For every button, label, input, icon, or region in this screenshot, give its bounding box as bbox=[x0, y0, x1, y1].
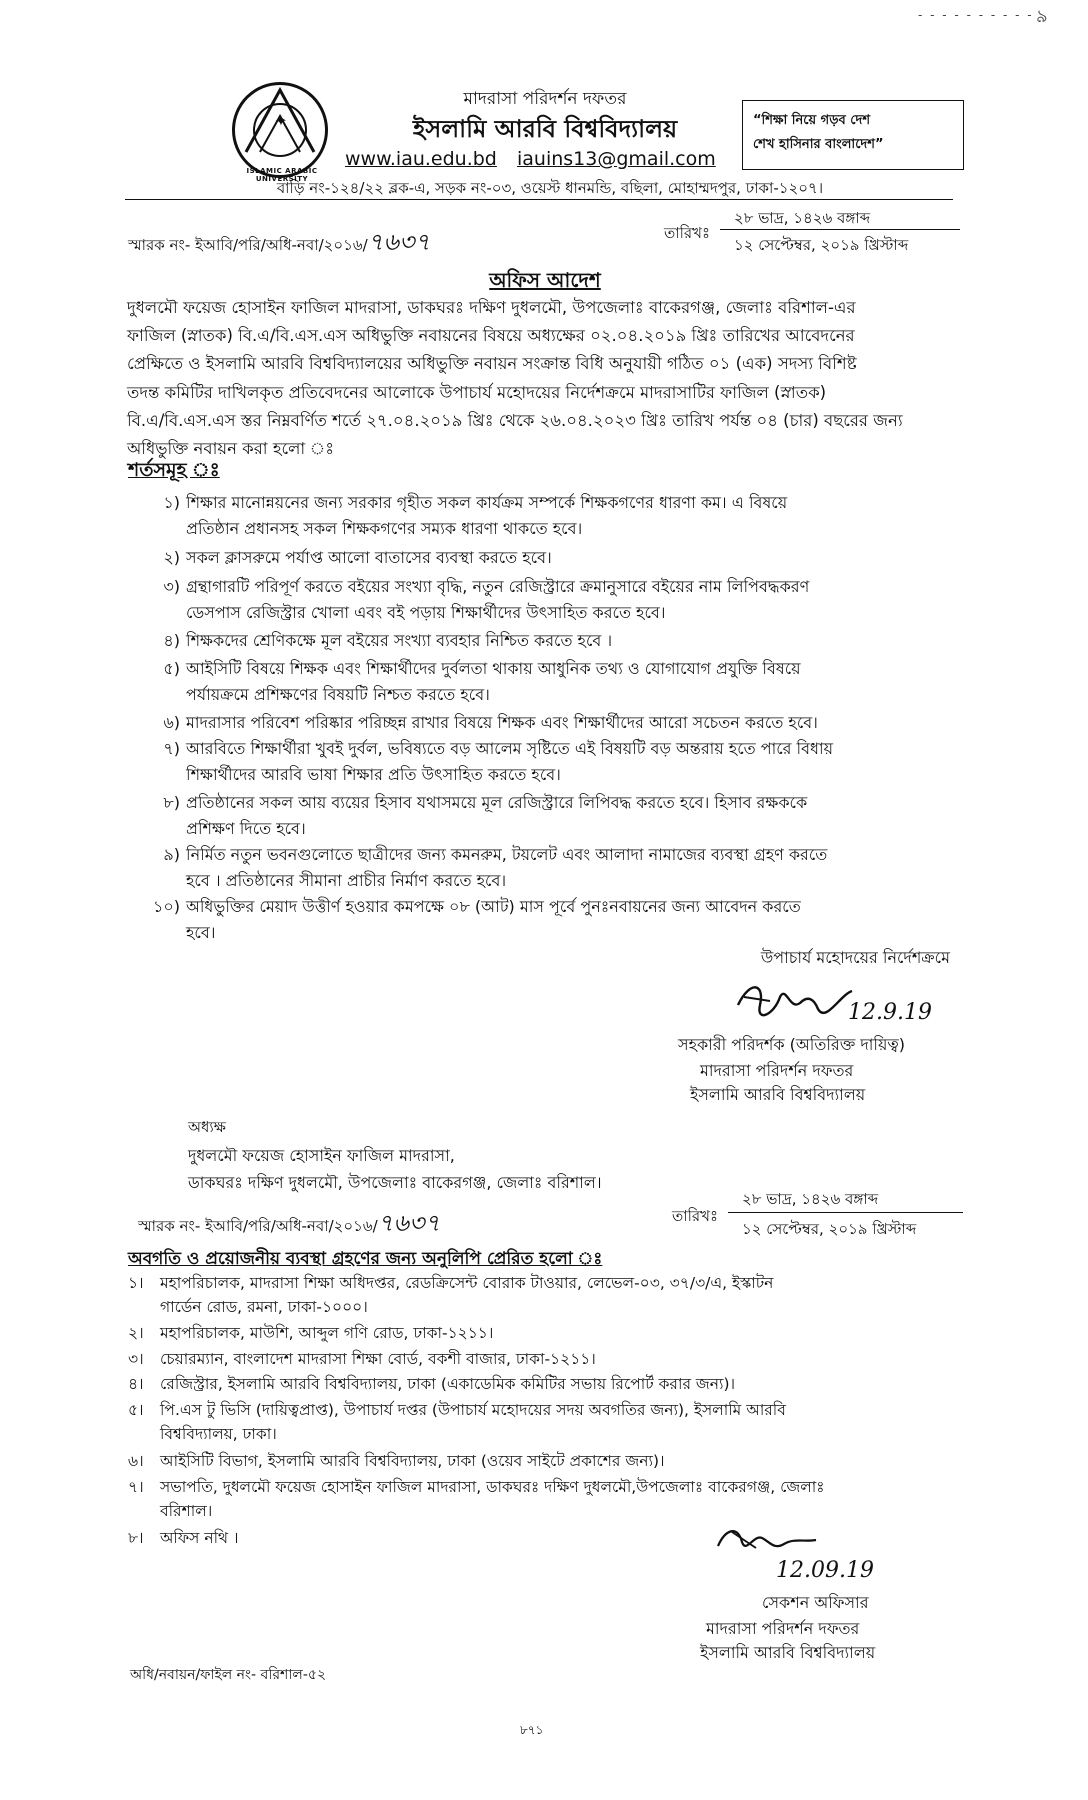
header-divider bbox=[125, 199, 953, 200]
office-address: বাড়ি নং-১২৪/২২ ব্লক-এ, সড়ক নং-০৩, ওয়েস্ট ধানমন্ডি, বছিলা, মোহাম্মদপুর, ঢাকা-১২০৭। bbox=[276, 179, 824, 197]
recipient-line: ডাকঘরঃ দক্ষিণ দুধলমৌ, উপজেলাঃ বাকেরগঞ্জ, জেলাঃ বরিশাল। bbox=[188, 1173, 602, 1192]
email-link[interactable]: iauins13@gmail.com bbox=[517, 148, 716, 170]
condition-item: ১) শিক্ষার মানোন্নয়নের জন্য সরকার গৃহীত সকল কার্যক্রম সম্পর্কে শিক্ষকগণের ধারণা কম। এ বিষয়ে প্রতিষ্ঠান প্রধানসহ সকল শিক্ষকগণের সম্যক ধারণা থাকতে হবে। bbox=[163, 493, 788, 538]
page-number: ৮৭১ bbox=[520, 1723, 544, 1737]
recipient-title: অধ্যক্ষ bbox=[188, 1118, 226, 1136]
cc-item: ১। মহাপরিচালক, মাদরাসা শিক্ষা অধিদপ্তর, রেডক্রিসেন্ট বোরাক টাওয়ার, লেভেল-০৩, ৩৭/৩/এ, ইস্কাটন গার্ডেন রোড, রমনা, ঢাকা-১০০০। bbox=[128, 1274, 774, 1316]
condition-item: ৫) আইসিটি বিষয়ে শিক্ষক এবং শিক্ষার্থীদের দুর্বলতা থাকায় আধুনিক তথ্য ও যোগাযোগ প্রযুক্তি বিষয়ে পর্যায়ক্রমে প্রশিক্ষণের বিষয়টি নিশ্চত করতে হবে। bbox=[163, 659, 801, 704]
condition-item: ৭) আরবিতে শিক্ষার্থীরা খুবই দুর্বল, ভবিষ্যতে বড় আলেম সৃষ্টিতে এই বিষয়টি বড় অন্তরায় হতে পারে বিধায় শিক্ষার্থীদের আরবি ভাষা শিক্ষার প্রতি উৎসাহিত করতে হবে। bbox=[163, 739, 834, 784]
condition-item: ৪) শিক্ষকদের শ্রেণিকক্ষে মূল বইয়ের সংখ্যা ব্যবহার নিশ্চিত করতে হবে । bbox=[163, 631, 613, 650]
cc-item: ২। মহাপরিচালক, মাউশি, আব্দুল গণি রোড, ঢাকা-১২১১। bbox=[128, 1324, 494, 1342]
signatory-1-university: ইসলামি আরবি বিশ্ববিদ্যালয় bbox=[690, 1085, 866, 1104]
university-logo: ✦ ISLAMIC ARABIC UNIVERSITY bbox=[232, 82, 328, 178]
intro-line: তদন্ত কমিটির দাখিলকৃত প্রতিবেদনের আলোকে উপাচার্য মহোদয়ের নির্দেশক্রমে মাদরাসাটির ফাজিল (স্নাতক) bbox=[127, 382, 827, 402]
condition-item: ৬) মাদরাসার পরিবেশ পরিষ্কার পরিচ্ছন্ন রাখার বিষয়ে শিক্ষক এবং শিক্ষার্থীদের আরো সচেতন করতে হবে। bbox=[163, 713, 818, 732]
date-gregorian: ১২ সেপ্টেম্বর, ২০১৯ খ্রিস্টাব্দ bbox=[742, 1220, 917, 1238]
condition-item: ৯) নির্মিত নতুন ভবনগুলোতে ছাত্রীদের জন্য কমনরুম, টয়লেট এবং আলাদা নামাজের ব্যবস্থা গ্রহণ করতে হবে । প্রতিষ্ঠানের সীমানা প্রাচীর নির্মাণ করতে হবে। bbox=[163, 845, 828, 890]
intro-paragraph bbox=[127, 294, 957, 463]
signatory-2-university: ইসলামি আরবি বিশ্ববিদ্যালয় bbox=[700, 1643, 876, 1662]
intro-line: বি.এ/বি.এস.এস স্তর নিম্নবর্ণিত শর্তে ২৭.০৪.২০১৯ খ্রিঃ থেকে ২৬.০৪.২০২৩ খ্রিঃ তারিখ পর্যন্ত ০৪ (চার) বছরের জন্য bbox=[127, 410, 903, 430]
cc-item: ৭। সভাপতি, দুধলমৌ ফয়েজ হোসাইন ফাজিল মাদরাসা, ডাকঘরঃ দক্ষিণ দুধলমৌ,উপজেলাঃ বাকেরগঞ্জ, জেলাঃ বরিশাল। bbox=[128, 1478, 825, 1520]
signature-1 bbox=[730, 975, 860, 1035]
cc-heading: অবগতি ও প্রয়োজনীয় ব্যবস্থা গ্রহণের জন্য অনুলিপি প্রেরিত হলো ঃ bbox=[128, 1249, 603, 1269]
memo-reference: স্মারক নং- ইআবি/পরি/অধি-নবা/২০১৬/৭৬৩৭ bbox=[128, 228, 431, 256]
intro-line: প্রেক্ষিতে ও ইসলামি আরবি বিশ্ববিদ্যালয়ের অধিভুক্তি নবায়ন সংক্রান্ত বিধি অনুযায়ী গঠিত ০১ (এক) সদস্য বিশিষ্ট bbox=[127, 354, 857, 374]
university-name: ইসলামি আরবি বিশ্ববিদ্যালয় bbox=[412, 115, 678, 143]
date-divider bbox=[720, 229, 960, 230]
signatory-2-office: মাদরাসা পরিদর্শন দফতর bbox=[706, 1619, 860, 1638]
date-gregorian: ১২ সেপ্টেম্বর, ২০১৯ খ্রিস্টাব্দ bbox=[734, 236, 909, 254]
date-bangla: ২৮ ভাদ্র, ১৪২৬ বঙ্গাব্দ bbox=[742, 1190, 879, 1208]
document-title: অফিস আদেশ bbox=[489, 268, 601, 292]
date-label: তারিখঃ bbox=[672, 1207, 718, 1225]
recipient-line: দুধলমৌ ফয়েজ হোসাইন ফাজিল মাদরাসা, bbox=[188, 1146, 455, 1165]
conditions-heading: শর্তসমূহ ঃ bbox=[128, 459, 220, 481]
signatory-1-office: মাদরাসা পরিদর্শন দফতর bbox=[700, 1061, 854, 1080]
corner-mark: - - - - - - - - - - ৯ bbox=[918, 6, 1048, 27]
date-label: তারিখঃ bbox=[664, 224, 710, 242]
condition-item: ৮) প্রতিষ্ঠানের সকল আয় ব্যয়ের হিসাব যথাসময়ে মূল রেজিস্ট্রারে লিপিবদ্ধ করতে হবে। হিসাব রক্ষককে প্রশিক্ষণ দিতে হবে। bbox=[163, 793, 808, 838]
intro-line: দুধলমৌ ফয়েজ হোসাইন ফাজিল মাদরাসা, ডাকঘরঃ দক্ষিণ দুধলমৌ, উপজেলাঃ বাকেরগঞ্জ, জেলাঃ বরিশাল-এর bbox=[127, 298, 856, 317]
signature-1-date: 12.9.19 bbox=[848, 1000, 932, 1025]
date-bangla: ২৮ ভাদ্র, ১৪২৬ বঙ্গাব্দ bbox=[734, 209, 871, 227]
slogan-box: “শিক্ষা নিয়ে গড়ব দেশ শেখ হাসিনার বাংলাদেশ” bbox=[742, 100, 964, 170]
signature-2-date: 12.09.19 bbox=[776, 1558, 874, 1583]
intro-line: অধিভুক্তি নবায়ন করা হলো ঃ bbox=[127, 439, 335, 459]
cc-item: ৩। চেয়ারম্যান, বাংলাদেশ মাদরাসা শিক্ষা বোর্ড, বকশী বাজার, ঢাকা-১২১১। bbox=[128, 1350, 596, 1368]
file-number: অধি/নবায়ন/ফাইল নং- বরিশাল-৫২ bbox=[130, 1667, 327, 1683]
memo-reference: স্মারক নং- ইআবি/পরি/অধি-নবা/২০১৬/৭৬৩৭ bbox=[138, 1209, 441, 1237]
cc-item: ৪। রেজিস্ট্রার, ইসলামি আরবি বিশ্ববিদ্যালয়, ঢাকা (একাডেমিক কমিটির সভায় রিপোর্ট করার জন্য)। bbox=[128, 1375, 736, 1393]
cc-item: ৬। আইসিটি বিভাগ, ইসলামি আরবি বিশ্ববিদ্যালয়, ঢাকা (ওয়েব সাইটে প্রকাশের জন্য)। bbox=[128, 1452, 665, 1470]
signatory-1-designation: সহকারী পরিদর্শক (অতিরিক্ত দায়িত্ব) bbox=[678, 1035, 906, 1054]
signatory-2-designation: সেকশন অফিসার bbox=[762, 1593, 869, 1612]
website-link[interactable]: www.iau.edu.bd bbox=[345, 148, 497, 170]
by-order-line: উপাচার্য মহোদয়ের নির্দেশক্রমে bbox=[760, 948, 950, 967]
condition-item: ৩) গ্রন্থাগারটি পরিপূর্ণ করতে বইয়ের সংখ্যা বৃদ্ধি, নতুন রেজিস্ট্রারে ক্রমানুসারে বইয়ের নাম লিপিবদ্ধকরণ ডেসপাস রেজিস্ট্রার খোলা এবং বই পড়ায় শিক্ষার্থীদের উৎসাহিত করতে হবে। bbox=[163, 577, 810, 622]
cc-item: ৫। পি.এস টু ভিসি (দায়িত্বপ্রাপ্ত), উপাচার্য দপ্তর (উপাচার্য মহোদয়ের সদয় অবগতির জন্য), ইসলামি আরবি বিশ্ববিদ্যালয়, ঢাকা। bbox=[128, 1401, 786, 1443]
office-name: মাদরাসা পরিদর্শন দফতর bbox=[463, 89, 627, 109]
condition-item: ২) সকল ক্লাসরুমে পর্যাপ্ত আলো বাতাসের ব্যবস্থা করতে হবে। bbox=[163, 548, 552, 567]
cc-item: ৮। অফিস নথি । bbox=[128, 1529, 239, 1547]
date-divider bbox=[728, 1212, 963, 1213]
signature-2 bbox=[712, 1520, 822, 1560]
condition-item: ১০) অধিভুক্তির মেয়াদ উত্তীর্ণ হওয়ার কমপক্ষে ০৮ (আট) মাস পূর্বে পুনঃনবায়নের জন্য আবেদন করতে হবে। bbox=[152, 897, 801, 942]
intro-line: ফাজিল (স্নাতক) বি.এ/বি.এস.এস অধিভুক্তি নবায়নের বিষয়ে অধ্যক্ষের ০২.০৪.২০১৯ খ্রিঃ তারিখের আবেদনের bbox=[127, 326, 855, 346]
